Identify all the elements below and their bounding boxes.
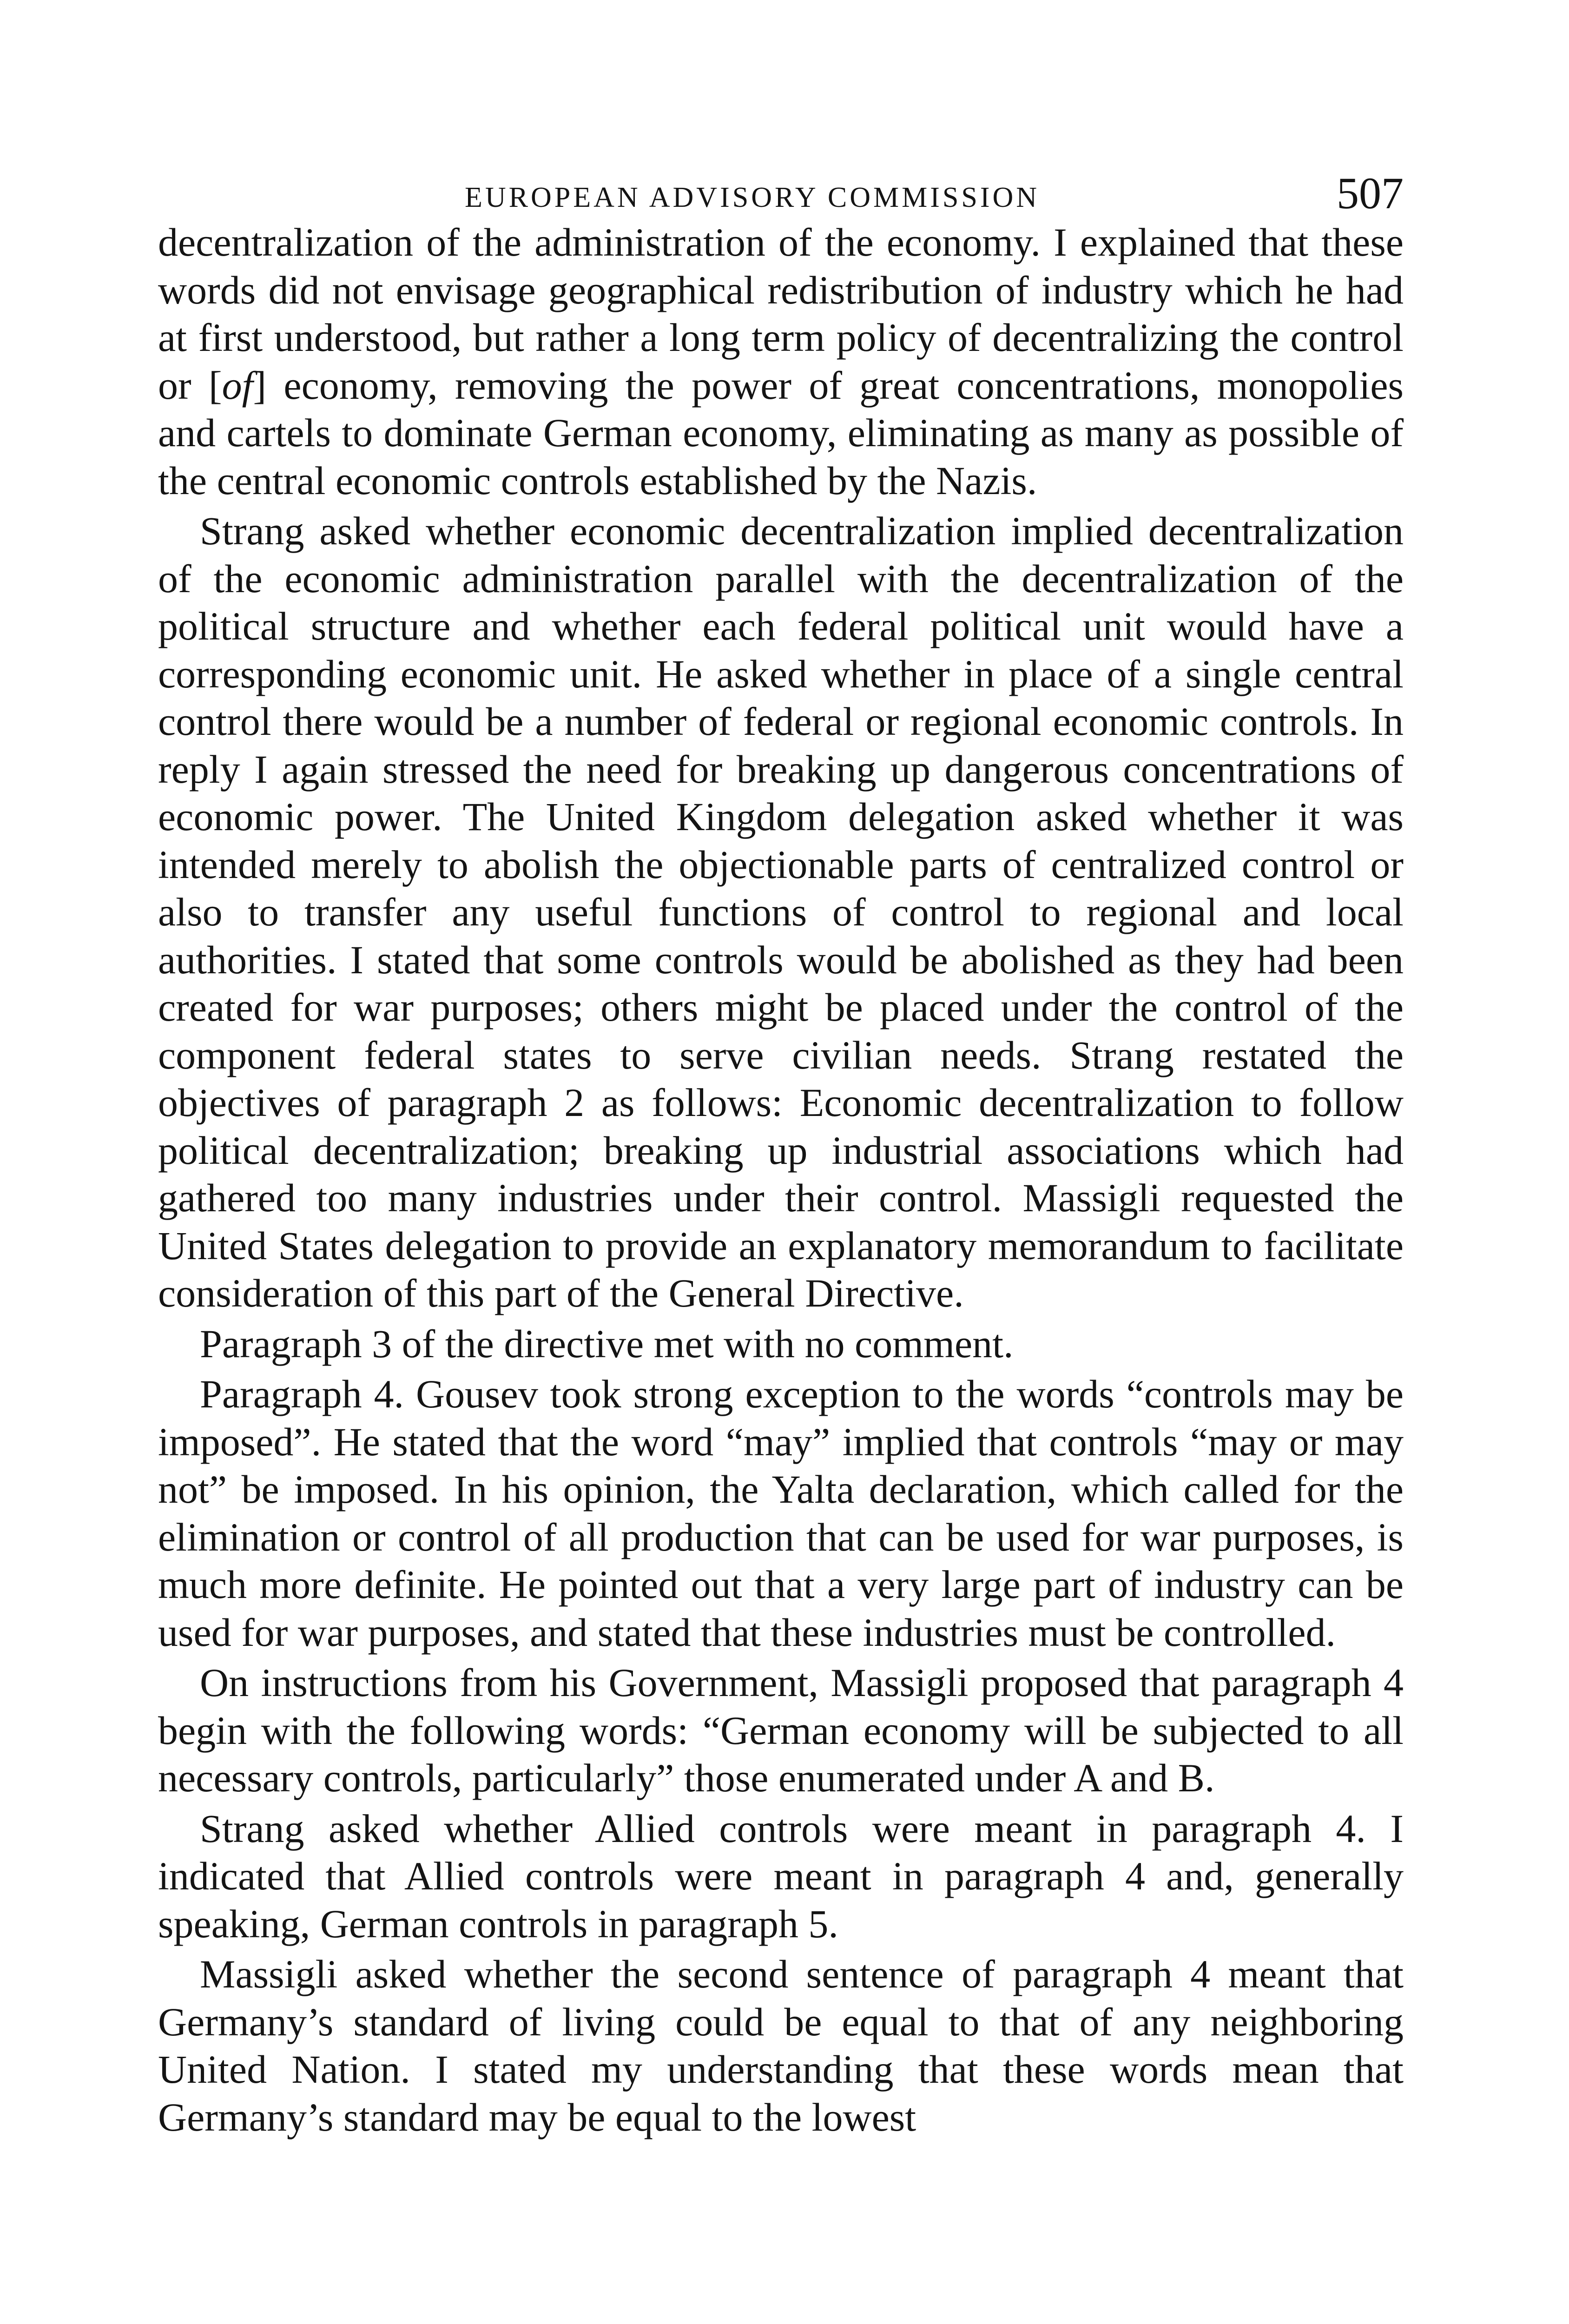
paragraph-continued: decentralization of the administration of the economy. I explained that these words did not envisage geographical redistribution of industry which he had at first understood, but rather a long term policy of decentralizing the control or [of] economy, removing the power of great concentrations, monopolies and cartels to dominate German economy, eliminating as many as possible of the central economic controls established by the Nazis. <box>158 220 1404 503</box>
paragraph: Massigli asked whether the second sentence of paragraph 4 meant that Germany’s standard of living could be equal to that of any neighboring United Nation. I stated my understanding that these words mean that Germany’s standard may be equal to the lowest <box>158 1952 1404 2139</box>
paragraph: On instructions from his Government, Massigli proposed that paragraph 4 begin with the following words: “German economy will be subjected to all necessary controls, particularly” those enumerated under A and B. <box>158 1660 1404 1800</box>
paragraph-text: economy, removing the power of great concentrations, monopolies and cartels to dominate German economy, eliminating as many as possible of the central economic controls established by the Nazis. <box>158 363 1404 503</box>
paragraph: Paragraph 4. Gousev took strong exception to the words “controls may be imposed”. He stated that the word “may” implied that controls “may or may not” be imposed. In his opinion, the Yalta declaration, which called for the elimination or control of all production that can be used for war purposes, is much more definite. He pointed out that a very large part of industry can be used for war purposes, and stated that these industries must be controlled. <box>158 1372 1404 1655</box>
paragraph: Paragraph 3 of the directive met with no comment. <box>200 1321 1014 1366</box>
body-text <box>158 218 1404 2141</box>
page-number: 507 <box>1337 168 1404 218</box>
running-title: EUROPEAN ADVISORY COMMISSION <box>465 182 1040 213</box>
running-head <box>158 153 1404 218</box>
paragraph: Strang asked whether Allied controls were meant in paragraph 4. I indicated that Allied controls were meant in paragraph 4 and, generally speaking, German controls in paragraph 5. <box>158 1806 1404 1946</box>
editorial-insertion: of <box>222 363 253 408</box>
paragraph-text: decentralization of the administration of the economy. I explained that these words did not envisage geographical redistribution of industry which he had at first understood, but rather a long term policy of decentralizing the control or <box>158 220 1404 408</box>
paragraph: Strang asked whether economic decentralization implied decentralization of the economic administration parallel with the decentralization of the political structure and whether each federal political unit would have a corresponding economic unit. He asked whether in place of a single central control there would be a number of federal or regional economic controls. In reply I again stressed the need for breaking up dangerous concentrations of economic power. The United Kingdom delegation asked whether it was intended merely to abolish the objectionable parts of centralized control or also to transfer any useful functions of control to regional and local authorities. I stated that some controls would be abolished as they had been created for war purposes; others might be placed under the control of the component federal states to serve civilian needs. Strang restated the objectives of paragraph 2 as follows: Economic decentralization to follow political decentralization; breaking up industrial associations which had gathered too many industries under their control. Massigli requested the United States delegation to provide an explanatory memorandum to facilitate consideration of this part of the General Directive. <box>158 508 1404 1315</box>
document-page <box>158 153 1404 2141</box>
